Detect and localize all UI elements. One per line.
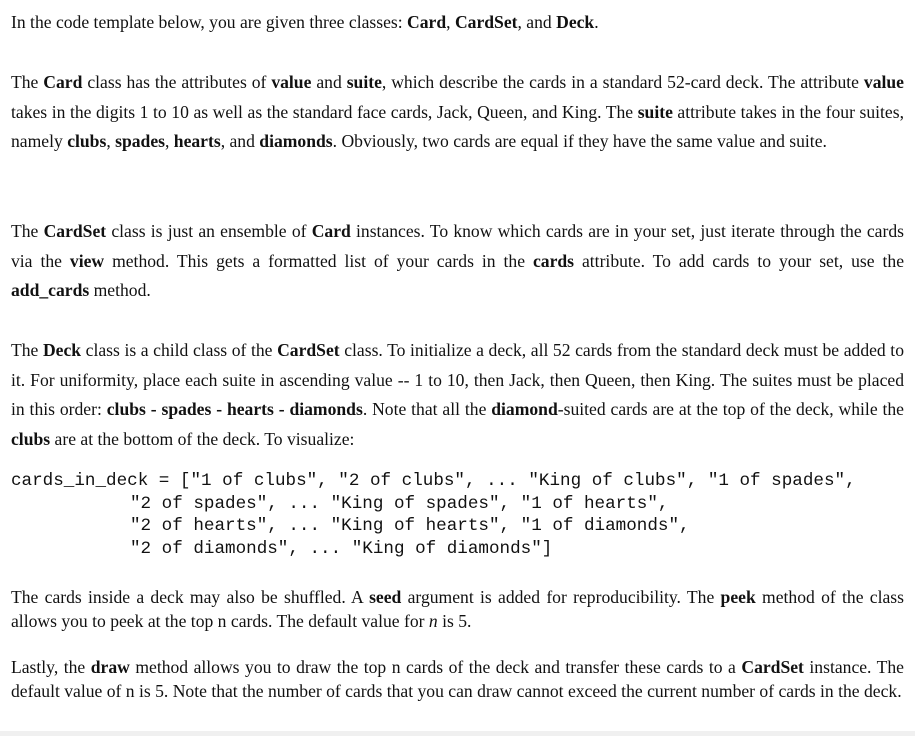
text: , which describe the cards in a standard 52-card deck. The attribute: [381, 72, 864, 92]
text: The: [11, 340, 43, 360]
suite-name: diamonds: [259, 131, 333, 152]
text: class has the attributes of: [82, 72, 272, 92]
text: In the code template below, you are given three classes:: [11, 12, 408, 32]
text: class is just an ensemble of: [106, 221, 312, 241]
text: class is a child class of the: [81, 340, 278, 360]
text: ,: [446, 12, 455, 32]
code-line: "2 of hearts", ... "King of hearts", "1 of diamonds",: [130, 516, 690, 537]
text: instance. The default value of n is 5. Note that the number of cards that you can draw cannot exceed the current number of cards in the deck.: [11, 657, 904, 701]
class-name: Deck: [556, 12, 595, 32]
suite-name: clubs: [11, 428, 51, 449]
code-line: cards_in_deck = ["1 of clubs", "2 of clubs", ... "King of clubs", "1 of spades",: [11, 471, 856, 491]
text: ,: [106, 131, 116, 152]
method-name: peek: [720, 587, 756, 607]
text: .: [594, 12, 599, 32]
text: method.: [89, 280, 151, 301]
text: Lastly, the: [11, 657, 91, 677]
text: . Note that all the: [362, 399, 492, 420]
text: attribute. To add cards to your set, use the: [574, 250, 905, 271]
text: argument is added for reproducibility. The: [401, 587, 721, 607]
attribute-name: cards: [532, 250, 575, 271]
text: ,: [164, 131, 174, 152]
text: is 5.: [437, 610, 472, 631]
class-name: Card: [311, 221, 351, 241]
suite-name: clubs: [67, 131, 107, 152]
attribute-name: value: [863, 72, 904, 92]
attribute-name: value: [271, 72, 312, 92]
suite-order: clubs - spades - hearts - diamonds: [106, 399, 363, 420]
suite-name: diamond: [491, 399, 558, 420]
attribute-name: suite: [637, 101, 673, 122]
method-name: add_cards: [11, 280, 90, 301]
class-name: CardSet: [454, 12, 518, 32]
text: The cards inside a deck may also be shuffled. A: [11, 587, 370, 607]
class-name: CardSet: [43, 221, 107, 241]
text: The: [11, 221, 44, 241]
class-name: CardSet: [741, 657, 804, 677]
page-bottom-edge: [0, 731, 915, 736]
cardset-class-paragraph: [11, 217, 904, 306]
text: The: [11, 72, 44, 92]
text: . Obviously, two cards are equal if they have the same value and suite.: [332, 131, 827, 152]
text: method of the class allows you to peek at the top n cards. The default value for: [11, 587, 904, 631]
text: method. This gets a formatted list of your cards in the: [104, 250, 533, 271]
class-name: CardSet: [277, 340, 340, 360]
shuffle-paragraph: [11, 586, 904, 633]
text: are at the bottom of the deck. To visualize:: [50, 428, 355, 449]
method-name: draw: [90, 657, 130, 677]
text: takes in the digits 1 to 10 as well as the standard face cards, Jack, Queen, and King. The: [11, 101, 638, 122]
code-line: "2 of diamonds", ... "King of diamonds"]: [130, 538, 553, 559]
code-line: "2 of spades", ... "King of spades", "1 of hearts",: [130, 493, 669, 514]
text: and: [311, 72, 347, 92]
suite-name: spades: [115, 131, 165, 152]
variable-name: n: [428, 610, 438, 631]
attribute-name: suite: [346, 72, 382, 92]
text: method allows you to draw the top n cards of the deck and transfer these cards to a: [129, 657, 742, 677]
deck-class-paragraph: [11, 336, 904, 454]
suite-name: hearts: [173, 131, 221, 152]
draw-paragraph: [11, 656, 904, 703]
text: attribute takes in the four suites, namely: [11, 101, 904, 152]
intro-paragraph: [11, 8, 904, 38]
method-name: view: [69, 250, 105, 271]
class-name: Card: [43, 72, 83, 92]
text: -suited cards are at the top of the deck, while the: [557, 399, 904, 420]
code-example: [11, 470, 904, 560]
text: instances. To know which cards are in your set, just iterate through the cards via the: [11, 221, 904, 271]
class-name: Deck: [42, 340, 82, 360]
class-name: Card: [407, 12, 447, 32]
card-class-paragraph: [11, 68, 904, 157]
argument-name: seed: [369, 587, 402, 607]
text: , and: [517, 12, 557, 32]
text: , and: [220, 131, 260, 152]
text: class. To initialize a deck, all 52 cards from the standard deck must be added to it. For uniformity, place each suite in ascending value -- 1 to 10, then Jack, then Queen, then King. The suites must be placed in this order:: [11, 340, 904, 420]
